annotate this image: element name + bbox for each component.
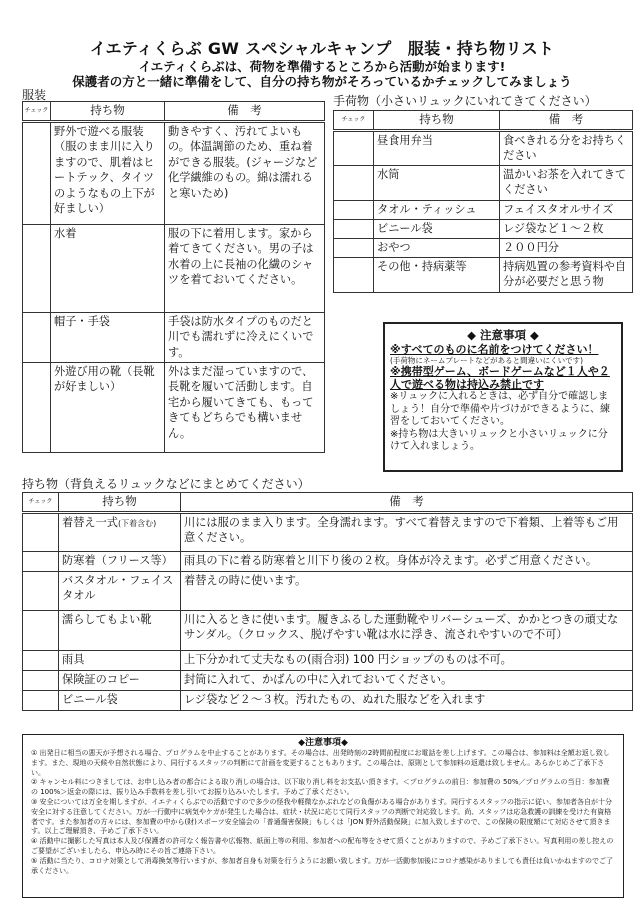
item-text: 着替え一式: [62, 515, 118, 529]
checkbox[interactable]: [334, 165, 374, 200]
checkbox[interactable]: [334, 238, 374, 257]
table-row: [23, 551, 633, 571]
note-item-3: ③ 安全については万全を期しますが、イエティくらぶでの活動ですので多少の怪我や軽微なかぶれなどの負傷がある場合があります。同行するスタッフの指示に従い、参加者各自が十分安全に対する注意してください。万が一行動中に病気やケガが発生した場合は、症状・状況に応じて同行スタッフの判断で対応致します。尚、スタッフは応急救護の訓練を受けた有資格者です。また参加者の方々には、参加費の中から(財)スポーツ安全協会の「普通傷害保険」もしくは「JON 野外活動保険」に加入致しますので、この保険の限度額にて対応させて頂きます。以上ご理解頂き、予めご了承下さい。: [31, 797, 612, 836]
page-title: イエティくらぶ GW スペシャルキャンプ 服装・持ち物リスト: [89, 39, 555, 58]
table-row: [23, 512, 633, 551]
item-cell: 保険証のコピー: [59, 670, 181, 690]
checkbox[interactable]: [23, 650, 59, 670]
caution-split-bags: ※持ち物は大きいリュックと小さいリュックに分けて入れましょう。: [390, 428, 608, 452]
item-cell: 濡らしてもよい靴: [59, 610, 181, 650]
table-row: [23, 690, 633, 710]
backpack-heading: 持ち物（背負えるリュックなどにまとめてください）: [22, 477, 310, 491]
note-cell: 食べきれる分をお持ちください: [500, 130, 633, 165]
intro-line-1: イエティくらぶは、荷物を準備するところから活動が始まります!: [138, 59, 506, 74]
checkbox[interactable]: [334, 130, 374, 165]
checkbox[interactable]: [23, 362, 51, 452]
note-cell: レジ袋など１～２枚: [500, 219, 633, 238]
table-row: [23, 571, 633, 610]
table-row: [23, 312, 325, 362]
table-row: [334, 219, 633, 238]
note-item-1: ① 出発日に相当の悪天が予想される場合、プログラムを中止することがあります。その場合は、出発時刻の2時間前程度にお電話を差し上げます。この場合は、参加料は全額お返し致します。また、現地の天候や自然状態により、同行するスタッフの判断にて計画を変更することもあります。この場合は、原則として参加料の返還は致しません。あらかじめご了承下さい。: [31, 749, 610, 777]
caution-check-pack: ※リュックに入れるときは、必ず自分で確認しましょう！自分で準備や片づけができるように、練習をしておいてください。: [390, 391, 610, 427]
note-cell: 手袋は防水タイプのものだと川でも濡れずに冷えにくいです。: [165, 312, 325, 362]
check-header: チェック: [23, 493, 59, 513]
item-cell: その他・持病薬等: [374, 257, 500, 292]
table-row: [334, 130, 633, 165]
checkbox[interactable]: [23, 224, 51, 312]
checkbox[interactable]: [334, 219, 374, 238]
check-header: チェック: [23, 102, 51, 122]
table-row: [23, 610, 633, 650]
item-cell: [59, 512, 181, 551]
note-header: 備 考: [165, 102, 325, 122]
table-row: [23, 224, 325, 312]
notes-box: [22, 734, 624, 898]
note-header: 備 考: [181, 493, 633, 513]
note-cell: レジ袋など２～３枚。汚れたもの、ぬれた服などを入れます: [181, 690, 633, 710]
check-header: チェック: [334, 111, 374, 131]
table-row: [334, 165, 633, 200]
note-cell: 温かいお茶を入れてきてください: [500, 165, 633, 200]
intro-line-2: 保護者の方と一緒に準備をして、自分の持ち物がそろっているかチェックしてみましょう: [72, 74, 572, 89]
item-note-small: (下着含む): [117, 518, 157, 528]
note-cell: 川に入るときに使います。履きふるした運動靴やリバーシューズ、かかとつきの頑丈なサンダル。（クロックス、脱げやすい靴は水に浮き、流されやすいので不可）: [181, 610, 633, 650]
item-cell: 野外で遊べる服装（服のまま川に入りますので、肌着はヒートテック、タイツのようなもの上下が好ましい）: [51, 121, 165, 224]
note-item-4: ④ 活動中に撮影した写真は本人及び保護者の許可なく報告書や広報物、紙面上等の利用、参加者への配布等をさせて頂くことがありますので、予めご了承下さい。写真利用の差し控えのご要望がございましたら、申込み時にその旨ご連絡下さい。: [31, 837, 614, 855]
item-cell: 防寒着（フリース等）: [59, 551, 181, 571]
hand-items-heading: 手荷物（小さいリュックにいれてきてください）: [333, 94, 597, 108]
checkbox[interactable]: [23, 670, 59, 690]
table-row: [334, 238, 633, 257]
checkbox[interactable]: [23, 312, 51, 362]
table-row: [334, 200, 633, 219]
note-cell: 持病処置の参考資料や自分が必要だと思う物: [500, 257, 633, 292]
item-cell: 雨具: [59, 650, 181, 670]
item-cell: 帽子・手袋: [51, 312, 165, 362]
checkbox[interactable]: [23, 690, 59, 710]
caution-name-sub: (手荷物にネームプレートなどがあると間違いにくいです): [390, 356, 584, 365]
checkbox[interactable]: [23, 571, 59, 610]
caution-title: ◆ 注意事項 ◆: [467, 328, 539, 342]
item-cell: おやつ: [374, 238, 500, 257]
item-header: 持ち物: [51, 102, 165, 122]
note-cell: フェイスタオルサイズ: [500, 200, 633, 219]
note-cell: 封筒に入れて、かばんの中に入れておいてください。: [181, 670, 633, 690]
item-cell: ビニール袋: [59, 690, 181, 710]
item-header: 持ち物: [374, 111, 500, 131]
hand-items-table: [333, 110, 633, 293]
notes-title: ◆注意事項◆: [298, 738, 348, 748]
checkbox[interactable]: [334, 257, 374, 292]
note-item-5: ⑤ 活動に当たり、コロナ対策として消毒換気等行いますが、参加者自身も対策を行うようにお願い致します。万が一活動参加後にコロナ感染がありましても責任は負いかねますのでご了承ください。: [31, 856, 613, 875]
note-cell: 動きやすく、汚れてよいもの。体温調節のため、重ね着ができる服装。(ジャージなど化学繊維のもの。綿は濡れると寒いため): [165, 121, 325, 224]
table-row: [23, 650, 633, 670]
table-row: [334, 257, 633, 292]
table-row: [23, 362, 325, 452]
item-cell: タオル・ティッシュ: [374, 200, 500, 219]
note-cell: 服の下に着用します。家から着てきてください。男の子は水着の上に長袖の化繊のシャツを着ておいてください。: [165, 224, 325, 312]
backpack-table: [22, 492, 633, 711]
note-cell: 雨具の下に着る防寒着と川下り後の２枚。身体が冷えます。必ずご用意ください。: [181, 551, 633, 571]
clothing-heading: 服装: [22, 88, 47, 102]
note-cell: ２００円分: [500, 238, 633, 257]
item-cell: 水筒: [374, 165, 500, 200]
item-cell: 昼食用弁当: [374, 130, 500, 165]
item-cell: バスタオル・フェイスタオル: [59, 571, 181, 610]
checkbox[interactable]: [23, 121, 51, 224]
checkbox[interactable]: [334, 200, 374, 219]
note-cell: 上下分かれて丈夫なもの(雨合羽) 100 円ショップのものは不可。: [181, 650, 633, 670]
item-cell: ビニール袋: [374, 219, 500, 238]
checkbox[interactable]: [23, 610, 59, 650]
caution-game-ban: ※携帯型ゲーム、ボードゲームなど１人や２人で遊べる物は持込み禁止です: [390, 365, 610, 391]
table-row: [23, 121, 325, 224]
note-cell: 着替えの時に使います。: [181, 571, 633, 610]
clothing-table: [22, 101, 325, 453]
caution-box: [383, 322, 623, 472]
note-header: 備 考: [500, 111, 633, 131]
checkbox[interactable]: [23, 512, 59, 551]
caution-name-label: ※すべてのものに名前をつけてください！: [390, 343, 599, 356]
item-header: 持ち物: [59, 493, 181, 513]
note-cell: 川には服のまま入ります。全身濡れます。すべて着替えますので下着類、上着等もご用意ください。: [181, 512, 633, 551]
item-cell: 外遊び用の靴（長靴が好ましい）: [51, 362, 165, 452]
table-row: [23, 670, 633, 690]
checkbox[interactable]: [23, 551, 59, 571]
note-item-2: ② キャンセル料につきましては、お申し込み者の都合による取り消しの場合は、以下取り消し料をお支払い頂きます。＜プログラムの前日：参加費の 50%／プログラムの当日：参加費の 100%＞返金の際には、振り込み手数料を差し引いてお振り込みいたします。予めご了承ください。: [31, 778, 610, 797]
note-cell: 外はまだ湿っていますので、長靴を履いて活動します。自宅から履いてきても、もってきてもどちらでも構いません。: [165, 362, 325, 452]
item-cell: 水着: [51, 224, 165, 312]
